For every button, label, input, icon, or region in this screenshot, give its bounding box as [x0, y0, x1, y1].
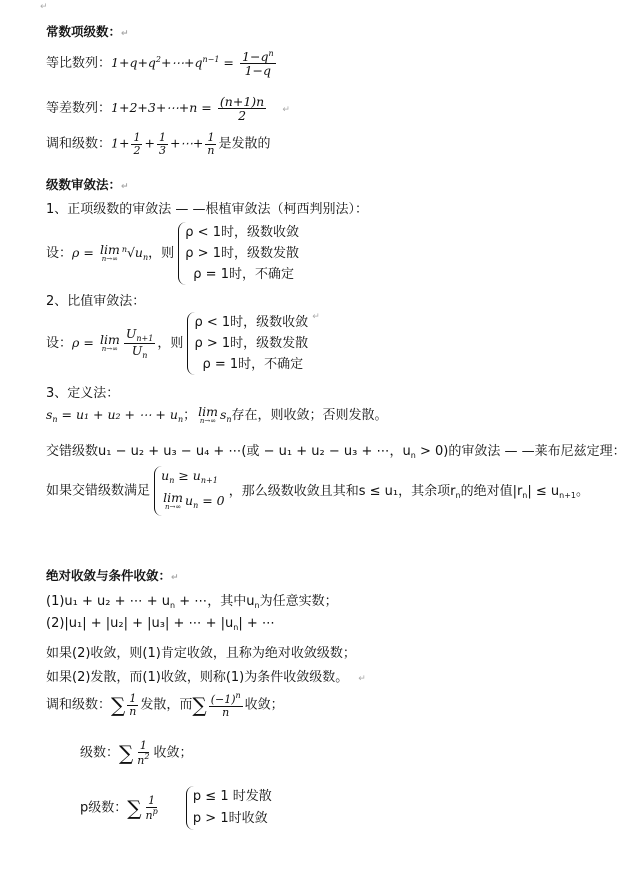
rho-eq: ρ = — [72, 245, 94, 260]
absolute-line-1: (1)u₁ + u₂ + ⋯ + $u_n$ + ⋯，其中$u_n$为任意实数； — [46, 594, 338, 610]
arithmetic-label: 等差数列： — [46, 101, 112, 117]
geometric-fraction: $\frac{1-q^n}{1-q}$ — [242, 49, 274, 79]
case-gt: ρ > 1时，级数发散 — [185, 246, 299, 261]
harmonic-frac-3: $\frac{1}{n}$ — [207, 131, 215, 157]
paragraph-mark: ↵ — [312, 312, 320, 322]
paragraph-mark: ↵ — [121, 182, 129, 192]
harmonic-frac-2: $\frac{1}{3}$ — [158, 131, 166, 157]
alternating-example-frac: $\frac{(-1)^n}{n}$ — [210, 691, 241, 719]
paragraph-mark: ↵ — [358, 674, 366, 684]
square-series-end: 收敛； — [153, 745, 193, 761]
p-case-diverge: p ≤ 1 时发散 — [192, 789, 272, 804]
cond-monotone: $u_n \ge u_{n+1}$ — [161, 468, 218, 485]
absolute-line-3: 如果(2)收敛，则(1)肯定收敛，且称为绝对收敛级数； — [46, 646, 356, 661]
harmonic-frac-1: $\frac{1}{2}$ — [133, 131, 141, 157]
geometric-lhs: $1+q+q^2+\cdots+q^{n-1}$ = — [111, 55, 234, 71]
arithmetic-lhs: 1+2+3+⋯+n = — [111, 100, 212, 116]
semicolon: ； — [183, 408, 197, 423]
section-header-tests — [46, 175, 129, 193]
geometric-series-line — [46, 50, 278, 77]
definition-title: 3、定义法： — [46, 386, 120, 401]
square-series-example — [80, 740, 193, 766]
square-series-frac: $\frac{1}{n^2}$ — [137, 739, 150, 767]
sigma-symbol: ∑ — [127, 796, 142, 820]
set-label: 设： — [46, 336, 73, 351]
limit-operator: lim n→∞ — [99, 241, 120, 264]
geometric-label: 等比数列： — [46, 56, 112, 72]
ratio-test-body — [46, 312, 320, 375]
sigma-symbol: ∑ — [111, 693, 126, 718]
set-label: 设： — [46, 246, 73, 261]
paragraph-mark: ↵ — [40, 2, 48, 12]
sigma-symbol: ∑ — [192, 693, 207, 718]
case-lt: ρ < 1时，级数收敛 — [185, 225, 299, 240]
p-series-cases — [186, 786, 272, 830]
section-header-constant-series — [46, 22, 129, 40]
then-label: ，则 — [157, 336, 184, 351]
rho-eq: ρ = — [72, 335, 94, 350]
definition-formula — [46, 404, 388, 425]
section-header-absolute — [46, 566, 179, 584]
harmonic-example — [46, 692, 284, 718]
condition-lead: 如果交错级数满足 — [46, 483, 151, 499]
section-title: 绝对收敛与条件收敛： — [46, 568, 172, 583]
leibniz-condition — [46, 466, 589, 516]
paragraph-mark: ↵ — [282, 105, 290, 116]
sigma-symbol: ∑ — [119, 741, 134, 766]
case-eq: ρ = 1时，不确定 — [202, 357, 304, 372]
arithmetic-series-line — [46, 95, 290, 122]
root-test-title: 1、正项级数的审敛法 — —根植审敛法（柯西判别法）： — [46, 202, 369, 217]
limit-operator: lim n→∞ — [198, 403, 218, 426]
case-lt: ρ < 1时，级数收敛 — [194, 315, 309, 330]
p-series-frac: $\frac{1}{n^p}$ — [145, 793, 158, 822]
section-title: 级数审敛法： — [46, 177, 122, 192]
case-gt: ρ > 1时，级数发散 — [194, 336, 309, 351]
harmonic-series-line — [46, 132, 271, 156]
harmonic-example-mid: 发散，而 — [140, 697, 193, 713]
square-series-label: 级数： — [80, 745, 120, 761]
leibniz-cases — [154, 466, 224, 516]
partial-sum-limit: $s_n$ — [219, 407, 232, 424]
harmonic-lead: 1+ — [111, 135, 130, 151]
limit-operator: lim n→∞ — [99, 331, 120, 354]
absolute-line-4: 如果(2)发散，而(1)收敛，则称(1)为条件收敛级数。 ↵ — [46, 670, 366, 685]
harmonic-example-frac: $\frac{1}{n}$ — [129, 692, 137, 718]
ratio-test-cases — [187, 312, 308, 375]
p-case-converge: p > 1时收敛 — [192, 811, 268, 826]
harmonic-example-end: 收敛； — [244, 697, 284, 713]
ratio-test-title: 2、比值审敛法： — [46, 294, 146, 309]
paragraph-mark: ↵ — [121, 29, 129, 39]
ratio-fraction: $\frac{U_{n+1}}{U_n}$ — [125, 325, 154, 360]
section-title: 常数项级数： — [46, 24, 122, 39]
then-label: ，则 — [148, 246, 175, 261]
leibniz-conclusion: ，那么级数收敛且其和s ≤ u₁，其余项$r_n$的绝对值$|r_n| \le u_{n+1}$。 — [228, 483, 590, 500]
cond-limit: lim n→∞ $u_n = 0$ — [163, 489, 225, 512]
alternating-text: 交错级数u₁ − u₂ + u₃ − u₄ + ⋯(或 − u₁ + u₂ − u₃ + ⋯，$u_n > 0$)的审敛法 — —莱布尼兹定理： — [46, 444, 626, 460]
harmonic-tail: 是发散的 — [218, 136, 271, 152]
alternating-series-line — [46, 440, 626, 460]
case-eq: ρ = 1时，不确定 — [193, 267, 294, 282]
harmonic-dots: +⋯+ — [169, 135, 204, 151]
root-expression: $^n√u_n$ — [121, 245, 149, 262]
definition-tail: 存在，则收敛；否则发散。 — [231, 408, 388, 423]
root-test-cases — [178, 222, 299, 285]
p-series-label: p级数： — [80, 800, 128, 816]
harmonic-example-label: 调和级数： — [46, 697, 112, 713]
absolute-line-2: (2)|u₁| + |u₂| + |u₃| + ⋯ + $|u_n|$ + ⋯ — [46, 616, 275, 632]
arithmetic-fraction: $\frac{(n+1)n}{2}$ — [219, 94, 265, 124]
paragraph-mark: ↵ — [171, 573, 179, 583]
plus-sign: + — [144, 135, 155, 151]
partial-sum: $s_n = u_1 + u_2$ + ⋯ + $u_n$ — [46, 407, 184, 424]
root-test-body — [46, 222, 299, 285]
p-series-example — [80, 786, 272, 830]
harmonic-label: 调和级数： — [46, 136, 112, 152]
